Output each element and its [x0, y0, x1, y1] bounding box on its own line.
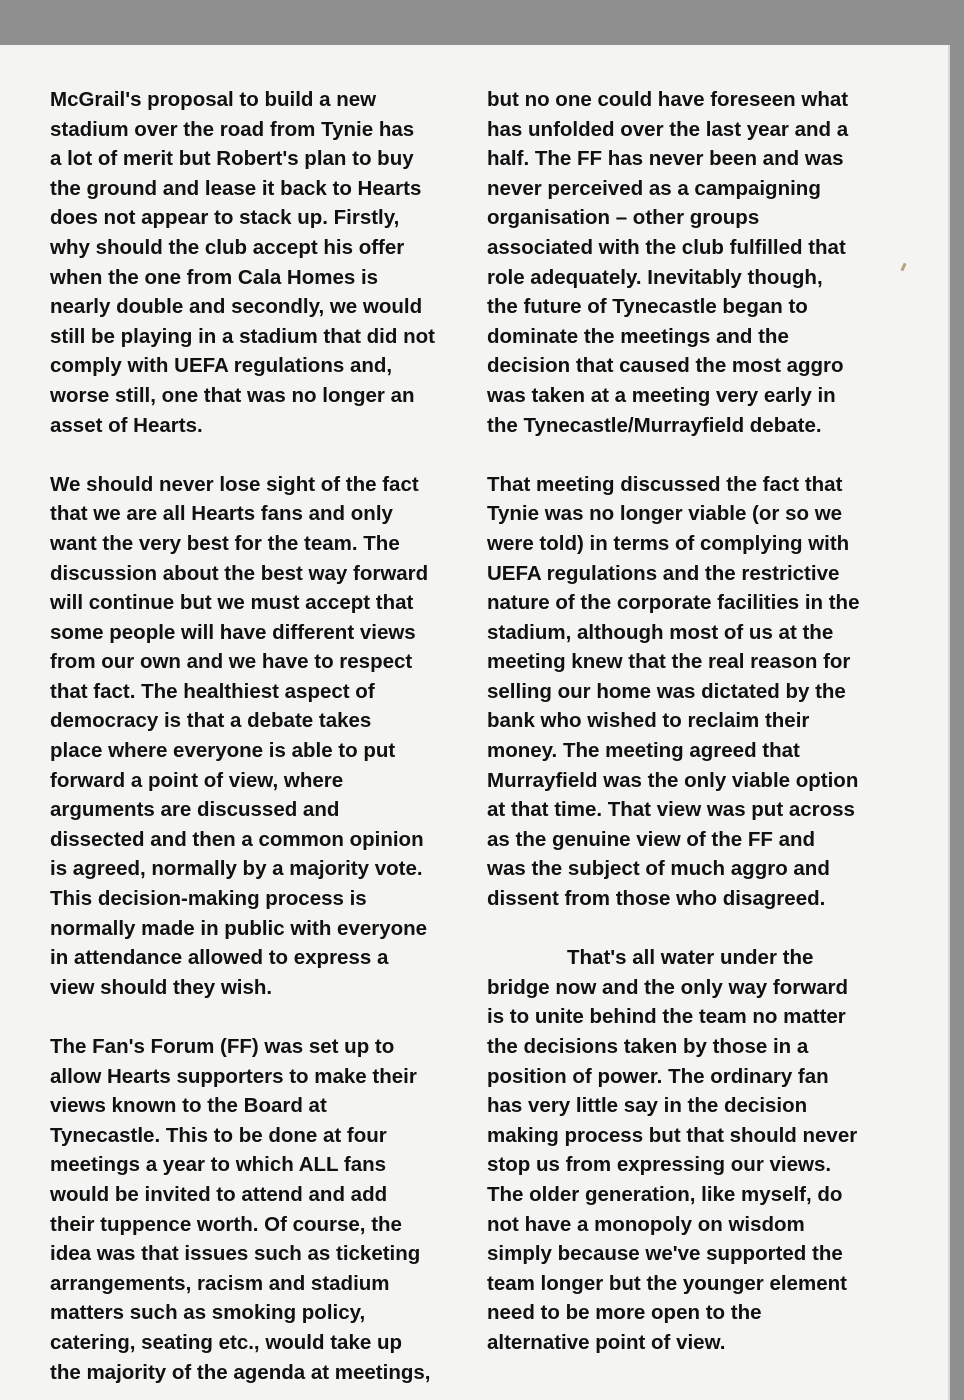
paragraph-fans-forum: [50, 1032, 480, 1387]
text-line: dominate the meetings and the: [487, 324, 789, 348]
text-line: The Fan's Forum (FF) was set up to: [50, 1035, 395, 1058]
text-line: has very little say in the decision: [487, 1094, 808, 1118]
paragraph-unite-behind-team: [487, 943, 917, 1357]
text-line: dissent from those who disagreed.: [487, 887, 826, 911]
text-line: from our own and we have to respect: [50, 650, 413, 674]
text-line: stadium over the road from Tynie has: [50, 117, 415, 141]
text-line: asset of Hearts.: [50, 413, 203, 437]
text-line: the Tynecastle/Murrayfield debate.: [487, 413, 822, 437]
text-line: associated with the club fulfilled that: [487, 235, 846, 259]
text-line: why should the club accept his offer: [50, 235, 405, 259]
paragraph-murrayfield-meeting: [487, 470, 917, 914]
text-line: view should they wish.: [50, 975, 273, 999]
text-line: would be invited to attend and add: [50, 1182, 388, 1206]
text-line: selling our home was dictated by the: [487, 679, 846, 703]
text-line: want the very best for the team. The: [50, 531, 400, 555]
text-line: Murrayfield was the only viable option: [487, 768, 859, 792]
text-line: alternative point of view.: [487, 1330, 726, 1354]
text-line: was taken at a meeting very early in: [487, 383, 836, 407]
text-line: does not appear to stack up. Firstly,: [50, 206, 400, 230]
text-line: McGrail's proposal to build a new: [50, 88, 377, 111]
text-line: meetings a year to which ALL fans: [50, 1153, 387, 1177]
text-line: UEFA regulations and the restrictive: [487, 561, 840, 585]
text-line: That's all water under the: [567, 946, 814, 970]
left-text-column: [50, 85, 480, 1400]
text-line: at that time. That view was put across: [487, 798, 855, 822]
text-line: making process but that should never: [487, 1123, 858, 1147]
text-line: half. The FF has never been and was: [487, 147, 844, 171]
text-line: democracy is that a debate takes: [50, 709, 372, 733]
text-line: a lot of merit but Robert's plan to buy: [50, 147, 414, 171]
text-line: the majority of the agenda at meetings,: [50, 1360, 431, 1384]
text-line: position of power. The ordinary fan: [487, 1064, 829, 1088]
text-line: forward a point of view, where: [50, 768, 344, 792]
text-line: simply because we've supported the: [487, 1242, 843, 1266]
text-line: This decision-making process is: [50, 887, 367, 911]
text-line: in attendance allowed to express a: [50, 946, 389, 970]
text-line: Tynie was no longer viable (or so we: [487, 502, 843, 526]
text-line: will continue but we must accept that: [50, 591, 414, 615]
text-line: nearly double and secondly, we would: [50, 295, 423, 319]
text-line: the decisions taken by those in a: [487, 1035, 809, 1058]
text-line: their tuppence worth. Of course, the: [50, 1212, 402, 1236]
text-line: meeting knew that the real reason for: [487, 650, 851, 674]
text-line: bridge now and the only way forward: [487, 975, 849, 999]
text-line: still be playing in a stadium that did not: [50, 324, 435, 348]
text-line: the ground and lease it back to Hearts: [50, 176, 422, 200]
text-line: role adequately. Inevitably though,: [487, 265, 823, 289]
text-line: allow Hearts supporters to make their: [50, 1064, 417, 1088]
text-line: views known to the Board at: [50, 1094, 327, 1118]
text-line: The older generation, like myself, do: [487, 1182, 843, 1206]
text-line: is agreed, normally by a majority vote.: [50, 857, 423, 881]
text-line: place where everyone is able to put: [50, 739, 396, 763]
text-line: nature of the corporate facilities in the: [487, 591, 860, 615]
text-line: catering, seating etc., would take up: [50, 1330, 402, 1354]
text-line: that we are all Hearts fans and only: [50, 502, 393, 526]
document-page: [0, 45, 950, 1400]
text-line: idea was that issues such as ticketing: [50, 1242, 421, 1266]
paragraph-ff-history: [487, 85, 917, 440]
text-line: that fact. The healthiest aspect of: [50, 679, 375, 703]
text-line: stop us from expressing our views.: [487, 1153, 832, 1177]
text-line: decision that caused the most aggro: [487, 354, 844, 378]
text-line: some people will have different views: [50, 620, 416, 644]
text-line: never perceived as a campaigning: [487, 176, 821, 200]
paragraph-democracy: [50, 470, 480, 1003]
text-line: matters such as smoking policy,: [50, 1301, 366, 1325]
text-line: That meeting discussed the fact that: [487, 472, 843, 496]
text-line: was the subject of much aggro and: [487, 857, 830, 881]
text-line: team longer but the younger element: [487, 1271, 847, 1295]
text-line: stadium, although most of us at the: [487, 620, 834, 644]
text-line: the future of Tynecastle began to: [487, 295, 808, 319]
text-line: not have a monopoly on wisdom: [487, 1212, 805, 1236]
text-line: We should never lose sight of the fact: [50, 472, 419, 496]
text-line: comply with UEFA regulations and,: [50, 354, 393, 378]
text-line: discussion about the best way forward: [50, 561, 429, 585]
text-line: organisation – other groups: [487, 206, 760, 230]
text-line: as the genuine view of the FF and: [487, 827, 816, 851]
text-line: money. The meeting agreed that: [487, 739, 800, 763]
text-line: when the one from Cala Homes is: [50, 265, 379, 289]
text-line: were told) in terms of complying with: [487, 531, 850, 555]
right-text-column: [487, 85, 917, 1387]
text-line: dissected and then a common opinion: [50, 827, 424, 851]
text-line: Tynecastle. This to be done at four: [50, 1123, 387, 1147]
text-line: has unfolded over the last year and a: [487, 117, 849, 141]
text-line: arguments are discussed and: [50, 798, 340, 822]
text-line: need to be more open to the: [487, 1301, 762, 1325]
text-line: arrangements, racism and stadium: [50, 1271, 390, 1295]
text-line: but no one could have foreseen what: [487, 88, 849, 111]
text-line: worse still, one that was no longer an: [50, 383, 415, 407]
text-line: is to unite behind the team no matter: [487, 1005, 846, 1029]
paragraph-stadium-proposal: [50, 85, 480, 440]
text-line: normally made in public with everyone: [50, 916, 428, 940]
text-line: bank who wished to reclaim their: [487, 709, 810, 733]
